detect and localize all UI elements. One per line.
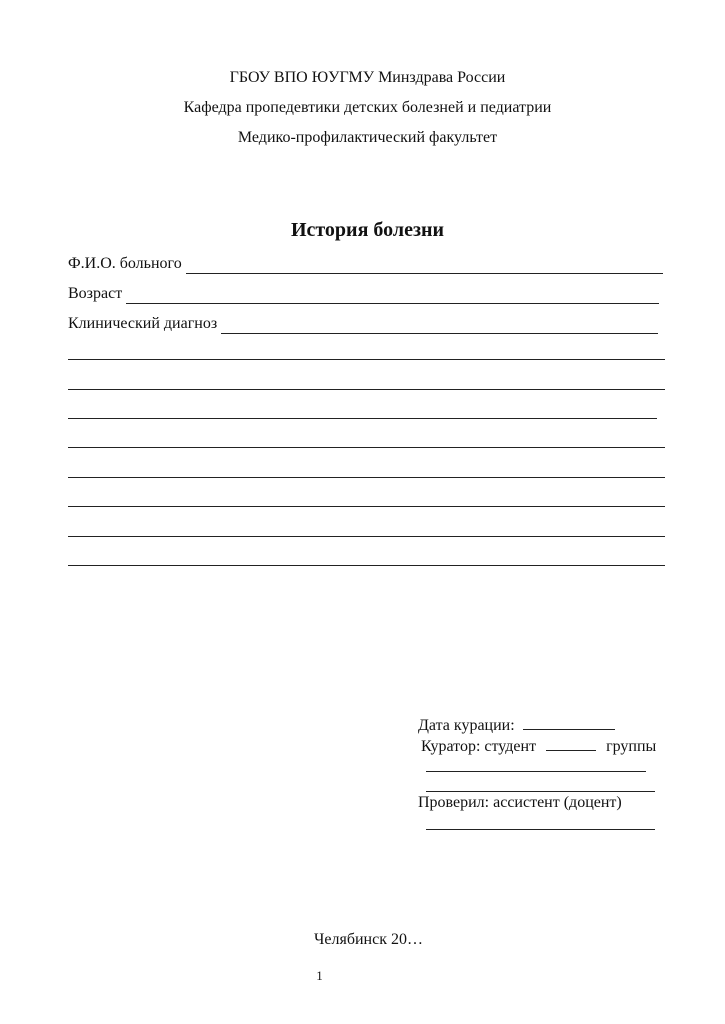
diagnosis-blank[interactable]	[221, 317, 658, 334]
diagnosis-continuation-line[interactable]	[68, 536, 665, 537]
diagnosis-field[interactable]	[68, 314, 658, 334]
faculty-line: Медико-профилактический факультет	[237, 129, 498, 146]
curator-label: Куратор: студент	[421, 738, 537, 755]
diagnosis-continuation-line[interactable]	[68, 359, 665, 360]
curator-signature-line[interactable]	[426, 791, 655, 792]
diagnosis-continuation-line[interactable]	[68, 447, 665, 448]
department-line: Кафедра пропедевтики детских болезней и педиатрии	[183, 99, 552, 116]
curation-date-row	[418, 714, 615, 736]
diagnosis-continuation-line[interactable]	[68, 477, 665, 478]
checker-signature-line[interactable]	[426, 829, 655, 830]
curator-row	[421, 735, 656, 757]
curator-group-blank[interactable]	[546, 735, 596, 751]
diagnosis-continuation-line[interactable]	[68, 506, 665, 507]
city-year: Челябинск 20…	[314, 931, 423, 948]
curation-date-blank[interactable]	[523, 714, 615, 730]
age-field[interactable]	[68, 284, 659, 304]
age-label: Возраст	[68, 285, 123, 302]
checked-row	[418, 793, 622, 813]
diagnosis-continuation-line[interactable]	[68, 418, 657, 419]
institution-line: ГБОУ ВПО ЮУГМУ Минздрава России	[229, 69, 506, 86]
diagnosis-label: Клинический диагноз	[68, 315, 218, 332]
checked-label: Проверил: ассистент (доцент)	[418, 794, 622, 811]
curator-name-line[interactable]	[426, 771, 646, 772]
diagnosis-continuation-line[interactable]	[68, 565, 665, 566]
patient-name-blank[interactable]	[186, 257, 663, 274]
document-title: История болезни	[290, 219, 445, 241]
patient-name-label: Ф.И.О. больного	[68, 255, 182, 272]
page-number: 1	[316, 968, 323, 983]
group-label: группы	[606, 738, 657, 755]
curation-date-label: Дата курации:	[418, 717, 515, 734]
patient-name-field[interactable]	[68, 254, 663, 274]
age-blank[interactable]	[126, 287, 659, 304]
diagnosis-continuation-line[interactable]	[68, 389, 665, 390]
